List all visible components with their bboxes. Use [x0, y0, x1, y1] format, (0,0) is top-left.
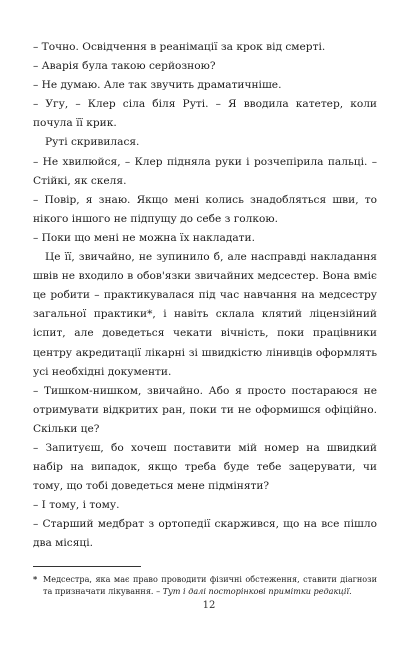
paragraph: – Повір, я знаю. Якщо мені колись знадобляться шви, то нікого іншого не підпущу до себе з голкою. [33, 193, 377, 225]
paragraph: – Тишком-нишком, звичайно. Або я просто постараюся не отримувати відкритих ран, поки ти не оформишся офіційно. Скільки це? [33, 384, 377, 435]
paragraph: – І тому, і тому. [33, 499, 120, 512]
footnote-divider [33, 566, 141, 567]
paragraph: Це її, звичайно, не зупинило б, але насправді накладання швів не входило в обов'язки звичайних медсестер. Вона вміє це робити – практикувалася під час навчання на медсестру загальної практики*, і навіть склала клятий ліцензійний іспит, але доведеться чекати вічність, поки працівники центру акредитації лікарні зі швидкістю лінивців оформлять усі необхідні документи. [33, 251, 377, 378]
footnote-text: Медсестра, яка має право проводити фізичні обстеження, ставити діагнози та призначати лікування. – [43, 573, 377, 596]
paragraph: – Поки що мені не можна їх накладати. [33, 231, 255, 244]
paragraph: – Не думаю. Але так звучить драматичніше. [33, 79, 282, 92]
book-page [33, 38, 377, 597]
footnote-editorial-note: Тут і далі посторінкові примітки редакції. [162, 585, 352, 596]
paragraph: – Угу, – Клер сіла біля Руті. – Я вводила катетер, коли почула її крик. [33, 98, 377, 130]
footnote-mark: * [33, 573, 38, 584]
paragraph: Руті скривилася. [45, 136, 140, 149]
paragraph: – Не хвилюйся, – Клер підняла руки і розчепірила пальці. – Стійкі, як скеля. [33, 155, 377, 187]
footnote [33, 573, 377, 597]
paragraph: – Аварія була такою серйозною? [33, 60, 216, 73]
page-number: 12 [202, 600, 216, 611]
paragraph: – Старший медбрат з ортопедії скаржився, що на все пішло два місяці. [33, 518, 377, 550]
paragraph: – Точно. Освідчення в реанімації за крок від смерті. [33, 41, 326, 53]
paragraph: – Запитуєш, бо хочеш поставити мій номер на швидкий набір на випадок, якщо треба буде тебе зацерувати, чи тому, що тобі доведеться мене підміняти? [33, 441, 377, 493]
